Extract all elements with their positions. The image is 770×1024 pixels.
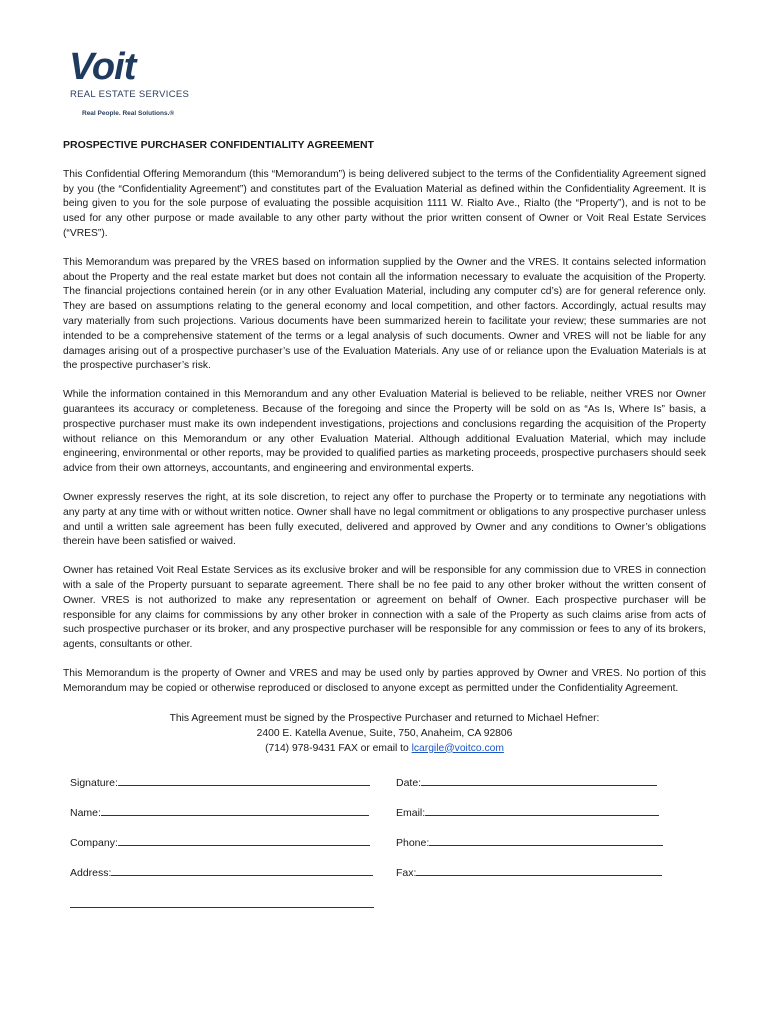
name-line[interactable] — [101, 804, 369, 816]
company-logo — [70, 48, 210, 117]
paragraph-preparation: This Memorandum was prepared by the VRES based on information supplied by the Owner and the VRES. It contains selected information about the Property and the real estate market but does not contain all the information necessary to evaluate the acquisition of the Property. The financial projections contained herein (or in any other Evaluation Material, including any computer cd’s) are for general reference only. They are based on assumptions relating to the general economy and local competition, and other factors. Accordingly, actual results may vary materially from such projections. Various documents have been summarized herein to facilitate your review; these summaries are not intended to be a comprehensive statement of the terms or a legal analysis of such documents. Owner and VRES will not be liable for any damages arising out of a prospective purchaser’s use of the Evaluation Materials. Any use of or reliance upon the Evaluation Materials is at the prospective purchaser’s risk. — [63, 256, 706, 372]
address-label: Address: — [70, 867, 112, 879]
paragraph-reliability: While the information contained in this Memorandum and any other Evaluation Material is believed to be reliable, neither VRES nor Owner guarantees its accuracy or completeness. Because of the foregoing and since the Property will be sold on as “As Is, Where Is” basis, a prospective purchaser must make its own independent investigations, projections and conclusions regarding the acquisition of the Property without reliance on this Memorandum or any other Evaluation Material. Although additional Evaluation Material, which may include engineering, environmental or other reports, may be provided to qualified parties as marketing proceeds, prospective purchasers should seek advice from their own attorneys, accountants, and engineering and environmental experts. — [63, 389, 706, 475]
address-continuation-line[interactable] — [70, 907, 374, 908]
paragraph-memorandum-intro: This Confidential Offering Memorandum (this “Memorandum”) is being delivered subject to the terms of the Confidentiality Agreement signed by you (the “Confidentiality Agreement”) and constitutes part of the Evaluation Material as defined within the Confidentiality Agreement. It is being given to you for the sole purpose of evaluating the possible acquisition 1111 W. Rialto Ave., Rialto (the “Property”), and is not to be used for any other purpose or made available to any other party without the prior written consent of Owner or Voit Real Estate Services (“VRES”). — [63, 168, 706, 239]
signature-line[interactable] — [118, 774, 370, 786]
company-field[interactable] — [70, 834, 370, 849]
email-link[interactable]: lcargile@voitco.com — [411, 742, 504, 754]
form-row — [70, 774, 670, 804]
address-field[interactable] — [70, 864, 373, 879]
date-field[interactable] — [396, 774, 657, 789]
form-row — [70, 804, 670, 834]
contact-phone-email — [63, 741, 706, 756]
phone-label: Phone: — [396, 837, 430, 849]
form-row — [70, 864, 670, 894]
fax-line[interactable] — [416, 864, 662, 876]
document-body — [63, 138, 706, 756]
paragraph-owner-rights: Owner expressly reserves the right, at its sole discretion, to reject any offer to purchase the Property or to terminate any negotiations with any party at any time with or without written notice. Owner shall have no legal commitment or obligations to any prospective purchaser unless and until a written sale agreement has been fully executed, delivered and approved by Owner and any conditions to Owner’s obligations therein have been satisfied or waived. — [63, 491, 706, 548]
contact-block — [63, 711, 706, 756]
paragraph-broker: Owner has retained Voit Real Estate Services as its exclusive broker and will be responsible for any commission due to VRES in connection with a sale of the Property pursuant to separate agreement. There shall be no fee paid to any other broker without the written consent of Owner. VRES is not authorized to make any representation or agreement on behalf of Owner. Each prospective purchaser will be responsible for any claims for commissions by any other broker in connection with a sale of the Property as such claims arise from acts of such prospective purchaser or its broker, and any prospective purchaser will be responsible for any commission or fees to any of its brokers, agents, consultants or other. — [63, 565, 706, 651]
phone-line[interactable] — [429, 834, 663, 846]
signature-field[interactable] — [70, 774, 370, 789]
contact-instruction: This Agreement must be signed by the Prospective Purchaser and returned to Michael Hefner: — [169, 712, 600, 724]
email-line[interactable] — [425, 804, 659, 816]
logo-tagline: Real People. Real Solutions.® — [82, 110, 175, 117]
name-label: Name: — [70, 807, 101, 819]
form-row — [70, 834, 670, 864]
company-line[interactable] — [118, 834, 370, 846]
phone-field[interactable] — [396, 834, 663, 849]
signature-label: Signature: — [70, 777, 118, 789]
email-label: Email: — [396, 807, 426, 819]
contact-address: 2400 E. Katella Avenue, Suite, 750, Anaheim, CA 92806 — [256, 727, 513, 739]
contact-phone-text: (714) 978-9431 FAX or email to — [265, 742, 412, 754]
fax-field[interactable] — [396, 864, 662, 879]
date-line[interactable] — [421, 774, 657, 786]
date-label: Date: — [396, 777, 422, 789]
company-label: Company: — [70, 837, 118, 849]
paragraph-property-use: This Memorandum is the property of Owner and VRES and may be used only by parties approved by Owner and VRES. No portion of this Memorandum may be copied or otherwise reproduced or disclosed to anyone except as permitted under the Confidentiality Agreement. — [63, 667, 706, 694]
signature-form — [70, 774, 670, 894]
logo-subtitle: REAL ESTATE SERVICES — [70, 89, 190, 100]
logo-wordmark: Voit — [69, 46, 136, 88]
address-line[interactable] — [111, 864, 373, 876]
document-title: PROSPECTIVE PURCHASER CONFIDENTIALITY AGREEMENT — [63, 139, 374, 151]
name-field[interactable] — [70, 804, 369, 819]
email-field[interactable] — [396, 804, 659, 819]
fax-label: Fax: — [396, 867, 417, 879]
